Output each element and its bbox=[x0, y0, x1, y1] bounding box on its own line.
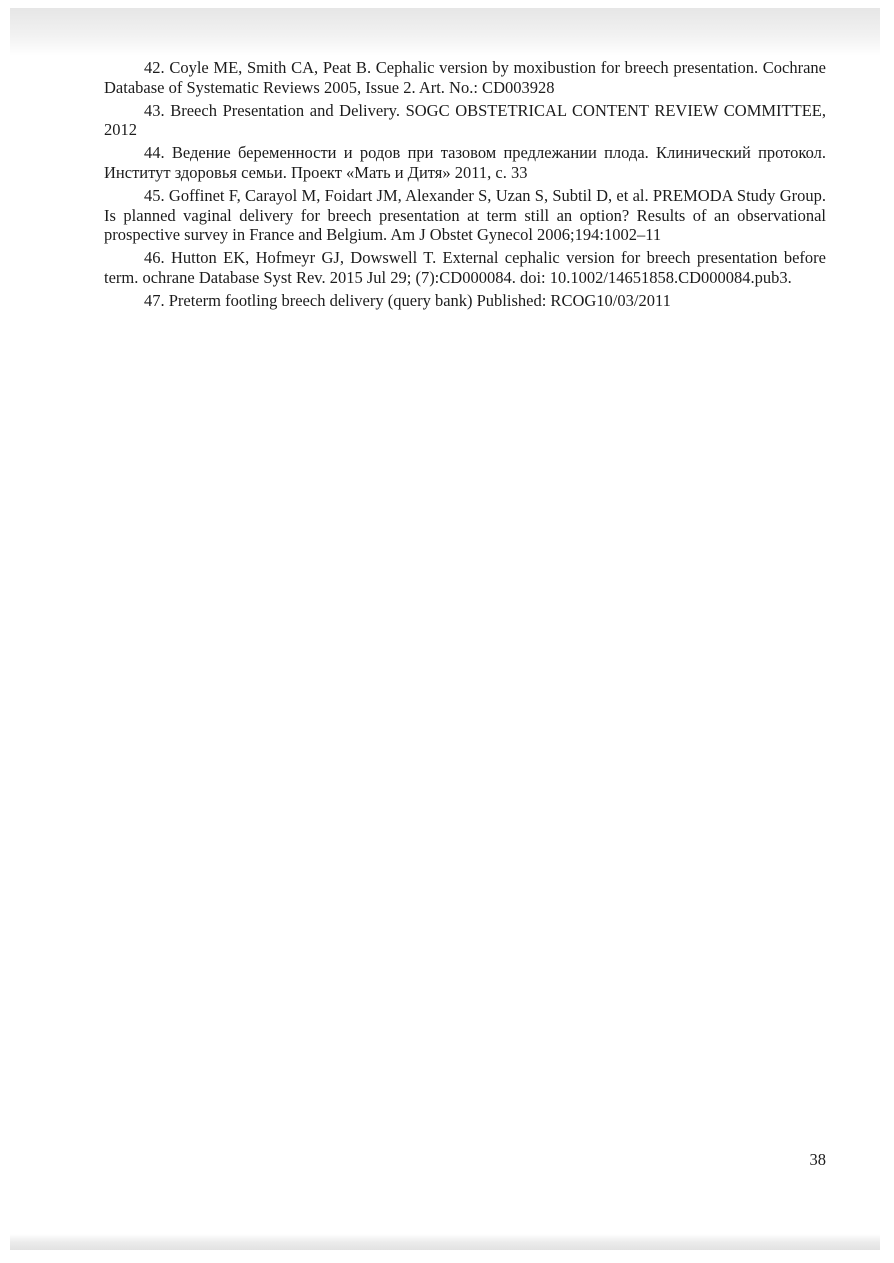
reference-list bbox=[104, 58, 826, 314]
reference-46: 46. Hutton EK, Hofmeyr GJ, Dowswell T. External cephalic version for breech presentation before term. ochrane Database Syst Rev. 2015 Jul 29; (7):CD000084. doi: 10.1002/14651858.CD000084.pub3. bbox=[104, 248, 826, 287]
scan-shadow-bottom bbox=[10, 1234, 880, 1250]
reference-42: 42. Coyle ME, Smith CA, Peat B. Cephalic version by moxibustion for breech presentation. Cochrane Database of Systematic Reviews 2005, Issue 2. Art. No.: CD003928 bbox=[104, 58, 826, 97]
page-number: 38 bbox=[809, 1150, 826, 1169]
reference-45: 45. Goffinet F, Carayol M, Foidart JM, Alexander S, Uzan S, Subtil D, et al. PREMODA Study Group. Is planned vaginal delivery for breech presentation at term still an option? Results of an observational prospective survey in France and Belgium. Am J Obstet Gynecol 2006;194:1002–11 bbox=[104, 185, 826, 245]
reference-47: 47. Preterm footling breech delivery (query bank) Published: RCOG10/03/2011 bbox=[144, 290, 671, 310]
scan-shadow-top bbox=[10, 8, 880, 56]
reference-43: 43. Breech Presentation and Delivery. SOGC OBSTETRICAL CONTENT REVIEW COMMITTEE, 2012 bbox=[104, 100, 826, 140]
reference-44: 44. Ведение беременности и родов при тазовом предлежании плода. Клинический протокол. Институт здоровья семьи. Проект «Мать и Дитя» 2011, с. 33 bbox=[104, 143, 826, 182]
